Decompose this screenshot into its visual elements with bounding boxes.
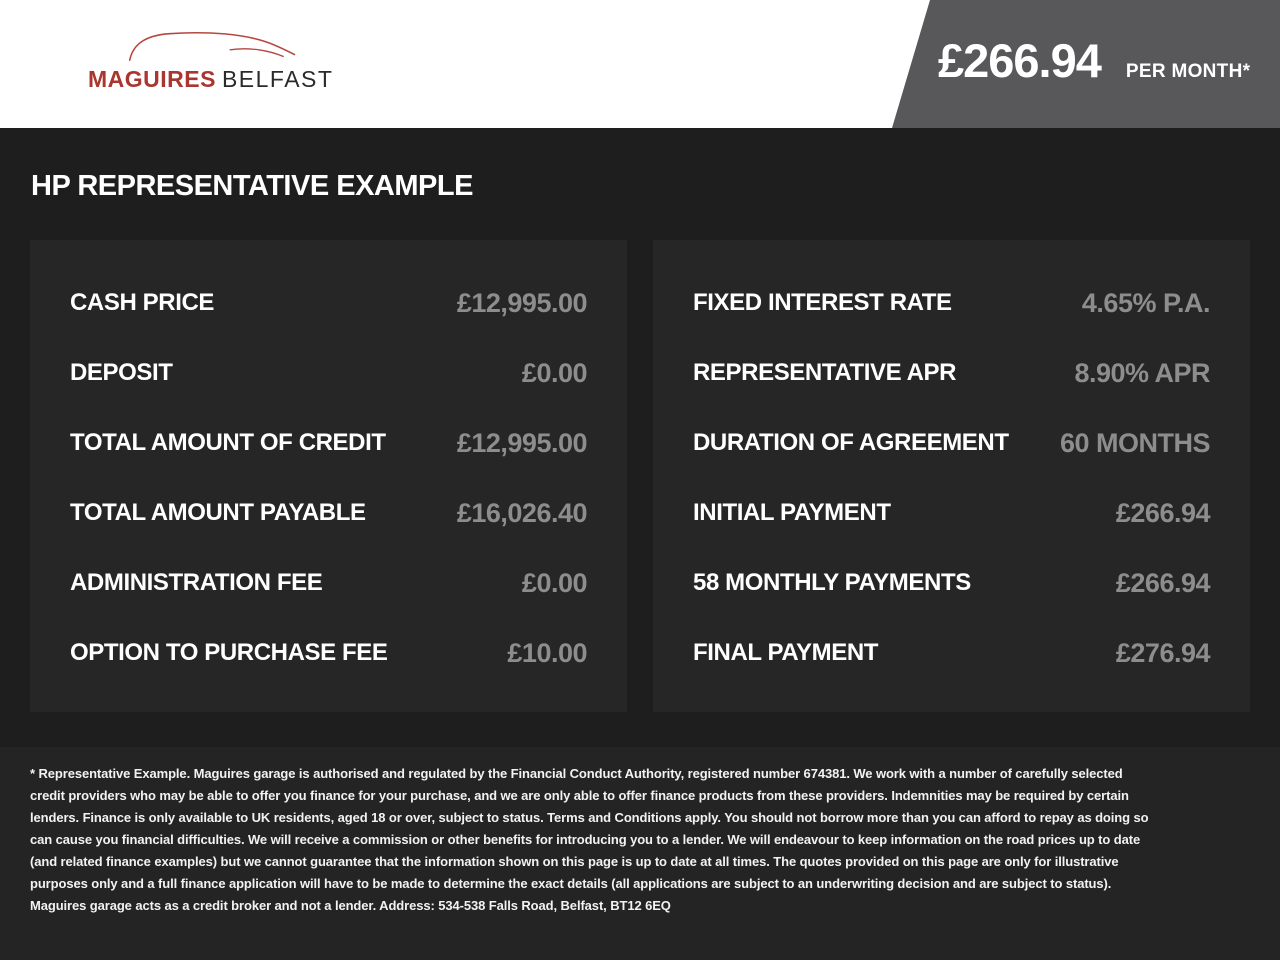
finance-row [70,268,587,338]
finance-row-value: £12,995.00 [456,287,587,318]
finance-row [693,478,1210,548]
finance-row-label: FINAL PAYMENT [693,639,879,666]
monthly-price-period: PER MONTH* [1125,61,1251,82]
finance-row-value: £276.94 [1115,637,1210,668]
finance-row-label: REPRESENTATIVE APR [693,359,957,386]
disclaimer-section [0,747,1280,960]
finance-row-value: 4.65% P.A. [1081,287,1210,318]
finance-row [693,268,1210,338]
finance-row-value: £0.00 [521,357,587,388]
monthly-price-amount: £266.94 [938,34,1101,87]
finance-row [693,548,1210,618]
finance-row-label: DURATION OF AGREEMENT [693,429,1009,456]
finance-row [693,338,1210,408]
finance-example-section [0,128,1280,747]
disclaimer-text: * Representative Example. Maguires garage is authorised and regulated by the Financial Conduct Authority, registered number 674381. We work with a number of carefully selected credit providers who may be able to offer you finance for your purchase, and we are only able to offer finance products from these providers. Indemnities may be required by certain lenders. Finance is only available to UK residents, aged 18 or over, subject to status. Terms and Conditions apply. You should not borrow more than you can afford to repay as doing so can cause you financial difficulties. We will receive a commission or other benefits for introducing you to a lender. We will endeavour to keep information on the road prices up to date (and related finance examples) but we cannot guarantee that the information shown on this page is up to date at all times. The quotes provided on this page are only for illustrative purposes only and a full finance application will have to be made to determine the exact details (all applications are subject to an underwriting decision and are subject to status). Maguires garage acts as a credit broker and not a lender. Address: 534-538 Falls Road, Belfast, BT12 6EQ [30,766,1149,913]
finance-row-label: CASH PRICE [70,289,215,316]
logo-brand-name: MAGUIRES [88,66,216,92]
finance-row-value: 8.90% APR [1074,357,1210,388]
finance-row-value: £10.00 [507,637,587,668]
finance-row-label: DEPOSIT [70,359,173,386]
finance-row [70,478,587,548]
finance-row-label: ADMINISTRATION FEE [70,569,323,596]
finance-row-label: TOTAL AMOUNT PAYABLE [70,499,366,526]
finance-row [70,408,587,478]
site-header [0,0,1280,128]
finance-row-label: OPTION TO PURCHASE FEE [70,639,388,666]
finance-row-label: FIXED INTEREST RATE [693,289,952,316]
finance-panel-right [653,240,1250,712]
finance-row-value: £266.94 [1115,497,1210,528]
finance-row-value: £0.00 [521,567,587,598]
finance-row-label: TOTAL AMOUNT OF CREDIT [70,429,386,456]
logo-city-name: BELFAST [221,66,334,92]
finance-row-label: 58 MONTHLY PAYMENTS [693,569,971,596]
finance-panel-left [30,240,627,712]
finance-row [693,618,1210,688]
finance-row [693,408,1210,478]
finance-row-label: INITIAL PAYMENT [693,499,891,526]
monthly-price-flag [938,34,1251,87]
finance-row-value: £16,026.40 [456,497,587,528]
finance-row-value: £266.94 [1115,567,1210,598]
finance-row [70,338,587,408]
finance-row [70,618,587,688]
page-title: HP REPRESENTATIVE EXAMPLE [31,170,473,202]
finance-row [70,548,587,618]
finance-row-value: 60 MONTHS [1059,427,1210,458]
finance-row-value: £12,995.00 [456,427,587,458]
